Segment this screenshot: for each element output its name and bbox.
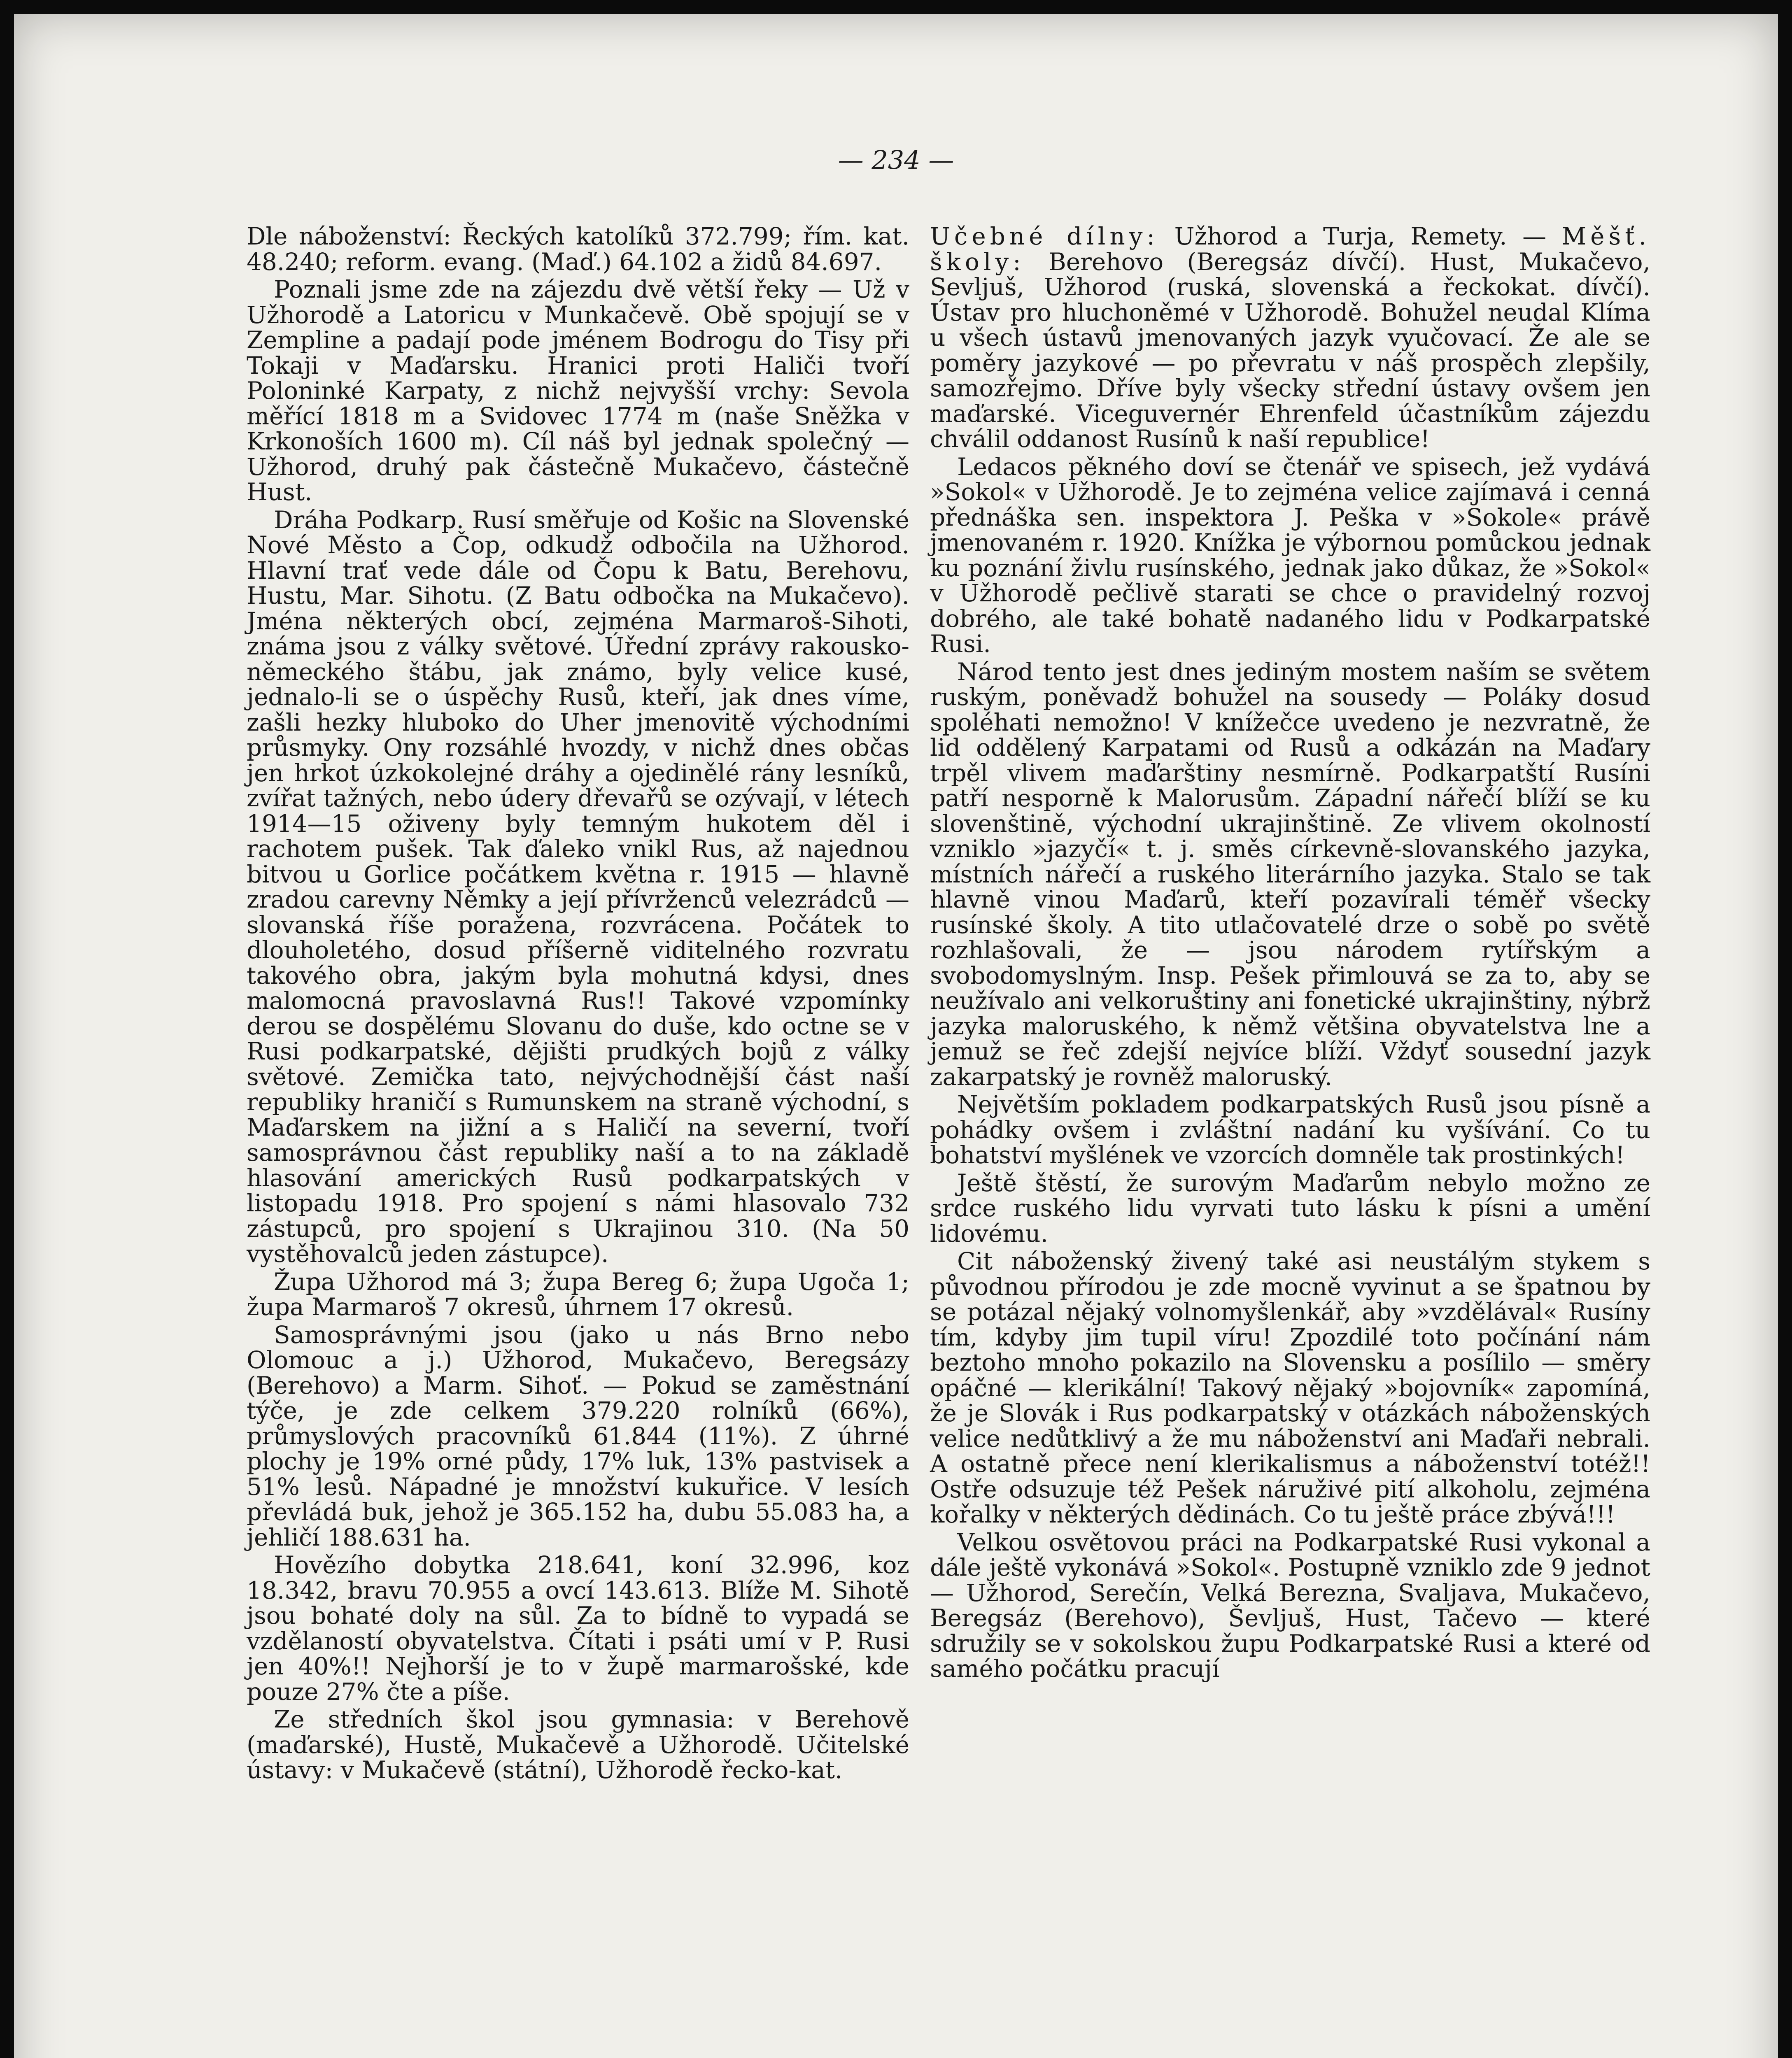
paragraph: Cit náboženský živený také asi neustálým stykem s původnou přírodou je zde mocně vyvinut a se špatnou by se potázal nějaký volnomyšlenkář, aby »vzdělával« Rusíny tím, kdyby jim tupil víru! Zpozdilé toto počínání nám beztoho mnoho pokazilo na Slovensku a posílilo — směry opáčné — klerikální! Takový nějaký »bojovník« zapomíná, že je Slovák i Rus podkarpatský v otázkách náboženských velice nedůtklivý a že mu náboženství ani Maďaři nebrali. A ostatně přece není klerikalismus a náboženství totéž!! Ostře odsuzuje též Pešek náruživé pití alkoholu, zejména kořalky v některých dědinách. Co tu ještě práce zbývá!!! [930,1247,1650,1528]
paragraph-text: Užhorod a Turja, Remety. — [1174,222,1547,250]
paragraph: Samosprávnými jsou (jako u nás Brno nebo Olomouc a j.) Užhorod, Mukačevo, Beregsázy (Berehovo) a Marm. Sihoť. — Pokud se zaměstnání týče, je zde celkem 379.220 rolníků (66%), průmyslových pracovníků 61.844 (11%). Z úhrné plochy je 19% orné půdy, 17% luk, 13% pastvisek a 51% lesů. Nápadné je množství kukuřice. V lesích převládá buk, jehož je 365.152 ha, dubu 55.083 ha, a jehličí 188.631 ha. [247,1320,909,1551]
paragraph: Národ tento jest dnes jediným mostem naším se světem ruským, poněvadž bohužel na sousedy — Poláky dosud spoléhati nemožno! V knížečce uvedeno je nezvratně, že lid oddělený Karpatami od Rusů a odkázán na Maďary trpěl vlivem maďarštiny nesmírně. Podkarpatští Rusíni patří nesporně k Malorusům. Západní nářečí blíží se ku slovenštině, východní ukrajinštině. Ze vlivem okolností vzniklo »jazyčí« t. j. směs církevně-slovanského jazyka, místních nářečí a ruského literárního jazyka. Stalo se tak hlavně vinou Maďarů, kteří pozavírali téměř všecky rusínské školy. A tito utlačovatelé drze o sobě po světě rozhlašovali, že — jsou národem rytířským a svobodomyslným. Insp. Pešek přimlouvá se za to, aby se neužívalo ani velkoruštiny ani fonetické ukrajinštiny, nýbrž jazyka maloruského, k němž většina obyvatelstva lne a jemuž se řeč zdejší nejvíce blíží. Vždyť sousední jazyk zakarpatský je rovněž maloruský. [930,657,1650,1091]
paragraph: Poznali jsme zde na zájezdu dvě větší řeky — Už v Užhorodě a Latoricu v Munkačevě. Obě spojují se v Zempline a padají pode jménem Bodrogu do Tisy při Tokaji v Maďarsku. Hranici proti Haliči tvoří Poloninké Karpaty, z nichž nejvyšší vrchy: Sevola měřící 1818 m a Svidovec 1774 m (naše Sněžka v Krkonoších 1600 m). Cíl náš byl jednak společný — Užhorod, druhý pak částečně Mukačevo, částečně Hust. [247,275,909,506]
paragraph [930,224,1650,452]
paragraph: Hovězího dobytka 218.641, koní 32.996, koz 18.342, bravu 70.955 a ovcí 143.613. Blíže M. Sihotě jsou bohaté doly na sůl. Za to bídně to vypadá se vzdělaností obyvatelstva. Čítati i psáti umí v P. Rusi jen 40%!! Nejhorší je to v župě marmarošské, kde pouze 27% čte a píše. [247,1551,909,1706]
scanned-page [14,14,1778,2058]
paragraph: Dle náboženství: Řeckých katolíků 372.799; řím. kat. 48.240; reform. evang. (Maď.) 64.102 a židů 84.697. [247,222,909,276]
paragraph: Ledacos pěkného doví se čtenář ve spisech, jež vydává »Sokol« v Užhorodě. Je to zejména velice zajímavá i cenná přednáška sen. inspektora J. Peška v »Sokole« právě jmenovaném r. 1920. Knížka je výbornou pomůckou jednak ku poznání živlu rusínského, jednak jako důkaz, že »Sokol« v Užhorodě pečlivě starati se chce o pravidelný rozvoj dobrého, ale také bohatě nadaného lidu v Podkarpatské Rusi. [930,452,1650,658]
paragraph: Župa Užhorod má 3; župa Bereg 6; župa Ugoča 1; župa Marmaroš 7 okresů, úhrnem 17 okresů. [247,1267,909,1321]
paragraph-text: Berehovo (Beregsáz dívčí). Hust, Mukačevo, Sevljuš, Užhorod (ruská, slovenská a řeckokat. dívčí). Ústav pro hluchoněmé v Užhorodě. Bohužel neudal Klíma u všech ústavů jmenovaných jazyk vyučovací. Že ale se poměry jazykové — po převratu v náš prospěch zlepšily, samozřejmo. Dříve byly všecky střední ústavy ovšem jen maďarské. Viceguvernér Ehrenfeld účastníkům zájezdu chválil oddanost Rusínů k naší republice! [930,247,1650,453]
paragraph: Dráha Podkarp. Rusí směřuje od Košic na Slovenské Nové Město a Čop, odkudž odbočila na Užhorod. Hlavní trať vede dále od Čopu k Batu, Berehovu, Hustu, Mar. Sihotu. (Z Batu odbočka na Mukačevo). Jména některých obcí, zejména Marmaroš-Sihoti, známa jsou z války světové. Úřední zprávy rakousko-německého štábu, jak známo, byly velice kusé, jednalo-li se o úspěchy Rusů, kteří, jak dnes víme, zašli hezky hluboko do Uher jmenovitě východními průsmyky. Ony rozsáhlé hvozdy, v nichž dnes občas jen hrkot úzkokolejné dráhy a ojedinělé rány lesníků, zvířat tažných, nebo údery dřevařů se ozývají, v létech 1914—15 oživeny byly temným hukotem děl i rachotem pušek. Tak ďaleko vnikl Rus, až najednou bitvou u Gorlice počátkem května r. 1915 — hlavně zradou carevny Němky a její přívrženců velezrádců — slovanská říše poražena, rozvrácena. Počátek to dlouholetého, dosud příšerně viditelného rozvratu takového obra, jakým byla mohutná kdysi, dnes malomocná pravoslavná Rus!! Takové vzpomínky derou se dospělému Slovanu do duše, kdo octne se v Rusi podkarpatské, dějišti prudkých bojů z války světové. Zemička tato, nejvýchodnější část naší republiky hraničí s Rumunskem na straně východní, s Maďarskem na jižní a s Haličí na severní, tvoří samosprávnou část republiky naší a to na základě hlasování amerických Rusů podkarpatských v listopadu 1918. Pro spojení s námi hlasovalo 732 zástupců, pro spojení s Ukrajinou 310. (Na 50 vystěhovalců jeden zástupce). [247,505,909,1268]
left-column [247,224,909,1786]
paragraph: Ještě štěstí, že surovým Maďarům nebylo možno ze srdce ruského lidu vyrvati tuto lásku k písni a umění lidovému. [930,1169,1650,1248]
page-number: — 234 — [838,145,954,175]
spaced-heading: Měšť. školy: [930,222,1651,276]
paragraph: Ze středních škol jsou gymnasia: v Berehově (maďarské), Hustě, Mukačevě a Užhorodě. Učitelské ústavy: v Mukačevě (státní), Užhorodě řecko-kat. [247,1705,909,1784]
paragraph: Velkou osvětovou práci na Podkarpatské Rusi vykonal a dále ještě vykonává »Sokol«. Postupně vzniklo zde 9 jednot — Užhorod, Serečín, Velká Berezna, Svaljava, Mukačevo, Beregsáz (Berehovo), Ševljuš, Hust, Tačevo — které sdružily se v sokolskou župu Podkarpatské Rusi a které od samého počátku pracují [930,1528,1650,1683]
paragraph: Největším pokladem podkarpatských Rusů jsou písně a pohádky ovšem i zvláštní nadání ku vyšívání. Co tu bohatství myšlének ve vzorcích domněle tak prostinkých! [930,1090,1650,1169]
right-column [930,224,1650,1684]
spaced-heading: Učebné dílny: [930,222,1159,250]
